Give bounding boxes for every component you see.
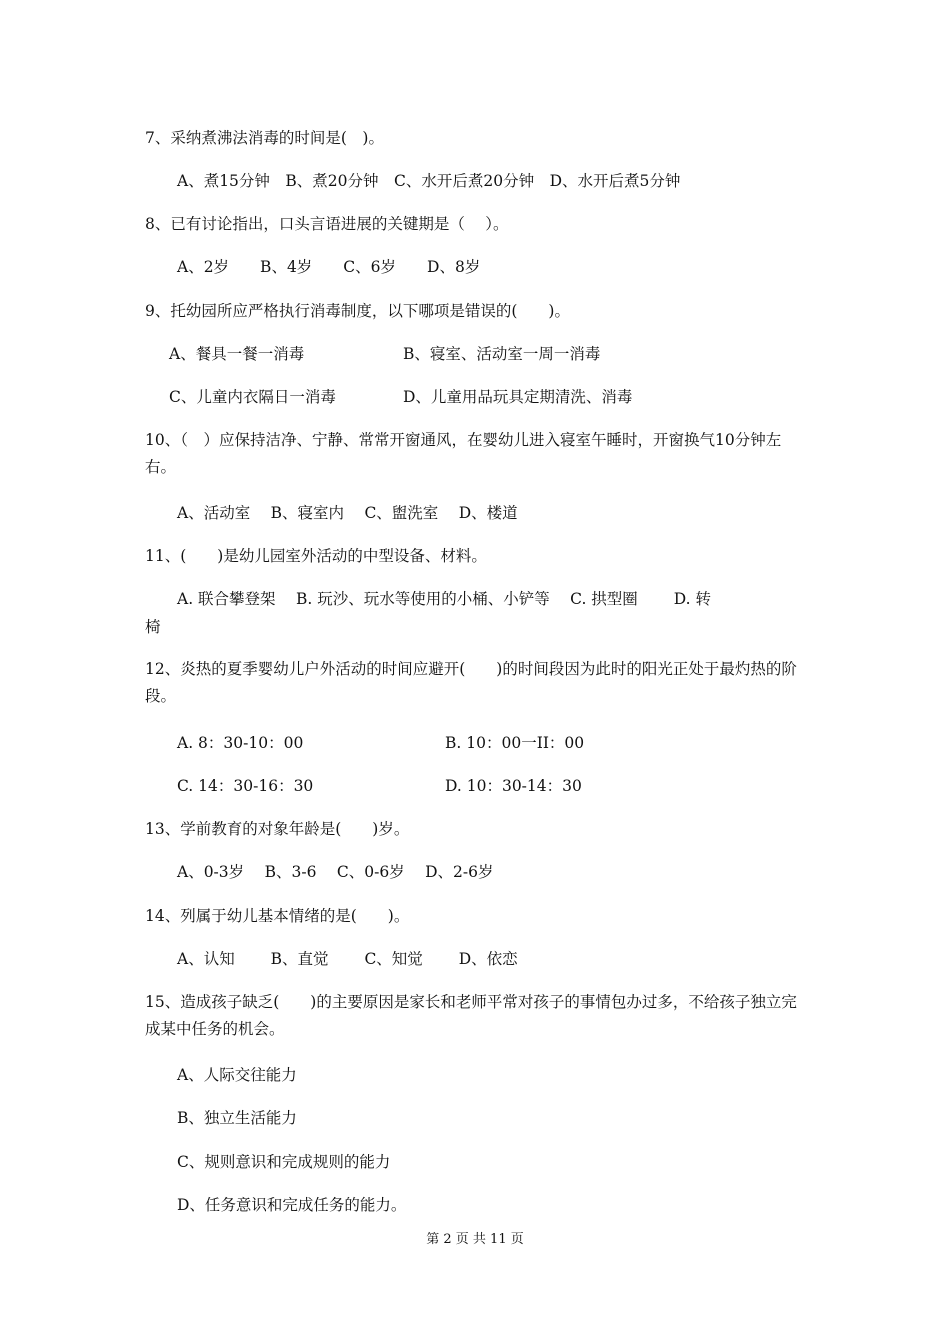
option-d: D. 10：30-14：30 [445, 777, 582, 795]
option-a: A、人际交往能力 [177, 1066, 297, 1084]
question-options: A. 联合攀登架 B. 玩沙、玩水等使用的小桶、小铲等 C. 拱型圈 D. 转 [177, 590, 711, 608]
question-stem: 13、学前教育的对象年龄是( )岁。 [145, 820, 410, 838]
question-stem: 8、已有讨论指出，口头言语进展的关键期是（ ）。 [145, 215, 509, 233]
option-c: C. 14：30-16：30 [177, 777, 314, 795]
option-b: B. 10：00一II：00 [445, 734, 585, 752]
question-stem: 9、托幼园所应严格执行消毒制度，以下哪项是错误的( )。 [145, 302, 570, 320]
option-c: C、规则意识和完成规则的能力 [177, 1153, 391, 1171]
option-a: A、餐具一餐一消毒 [169, 345, 305, 363]
question-options: A、2岁 B、4岁 C、6岁 D、8岁 [177, 258, 481, 276]
question-options: A、煮15分钟 B、煮20分钟 C、水开后煮20分钟 D、水开后煮5分钟 [177, 172, 681, 190]
option-a: A. 8：30-10：00 [177, 734, 304, 752]
page-number: 第 2 页 共 11 页 [426, 1232, 524, 1247]
question-options: A、0-3岁 B、3-6 C、0-6岁 D、2-6岁 [177, 863, 494, 881]
question-stem: 14、列属于幼儿基本情绪的是( )。 [145, 907, 410, 925]
option-c: C、儿童内衣隔日一消毒 [169, 388, 336, 406]
question-stem: 11、( )是幼儿园室外活动的中型设备、材料。 [145, 547, 487, 565]
option-d: D、任务意识和完成任务的能力。 [177, 1196, 407, 1214]
option-b: B、独立生活能力 [177, 1109, 297, 1127]
question-stem: 12、炎热的夏季婴幼儿户外活动的时间应避开( )的时间段因为此时的阳光正处于最灼热的阶段。 [145, 660, 797, 705]
option-d: D、儿童用品玩具定期清洗、消毒 [403, 388, 633, 406]
question-options: A、活动室 B、寝室内 C、盥洗室 D、楼道 [177, 504, 518, 522]
question-stem: 15、造成孩子缺乏( )的主要原因是家长和老师平常对孩子的事情包办过多，不给孩子独立完成某中任务的机会。 [145, 993, 797, 1038]
option-b: B、寝室、活动室一周一消毒 [403, 345, 601, 363]
question-stem: 7、采纳煮沸法消毒的时间是( )。 [145, 129, 384, 147]
question-stem: 10、（ ）应保持洁净、宁静、常常开窗通风，在婴幼儿进入寝室午睡时，开窗换气10分钟左右。 [145, 431, 782, 476]
question-options-continued: 椅 [145, 618, 161, 636]
question-options: A、认知 B、直觉 C、知觉 D、依恋 [177, 950, 518, 968]
